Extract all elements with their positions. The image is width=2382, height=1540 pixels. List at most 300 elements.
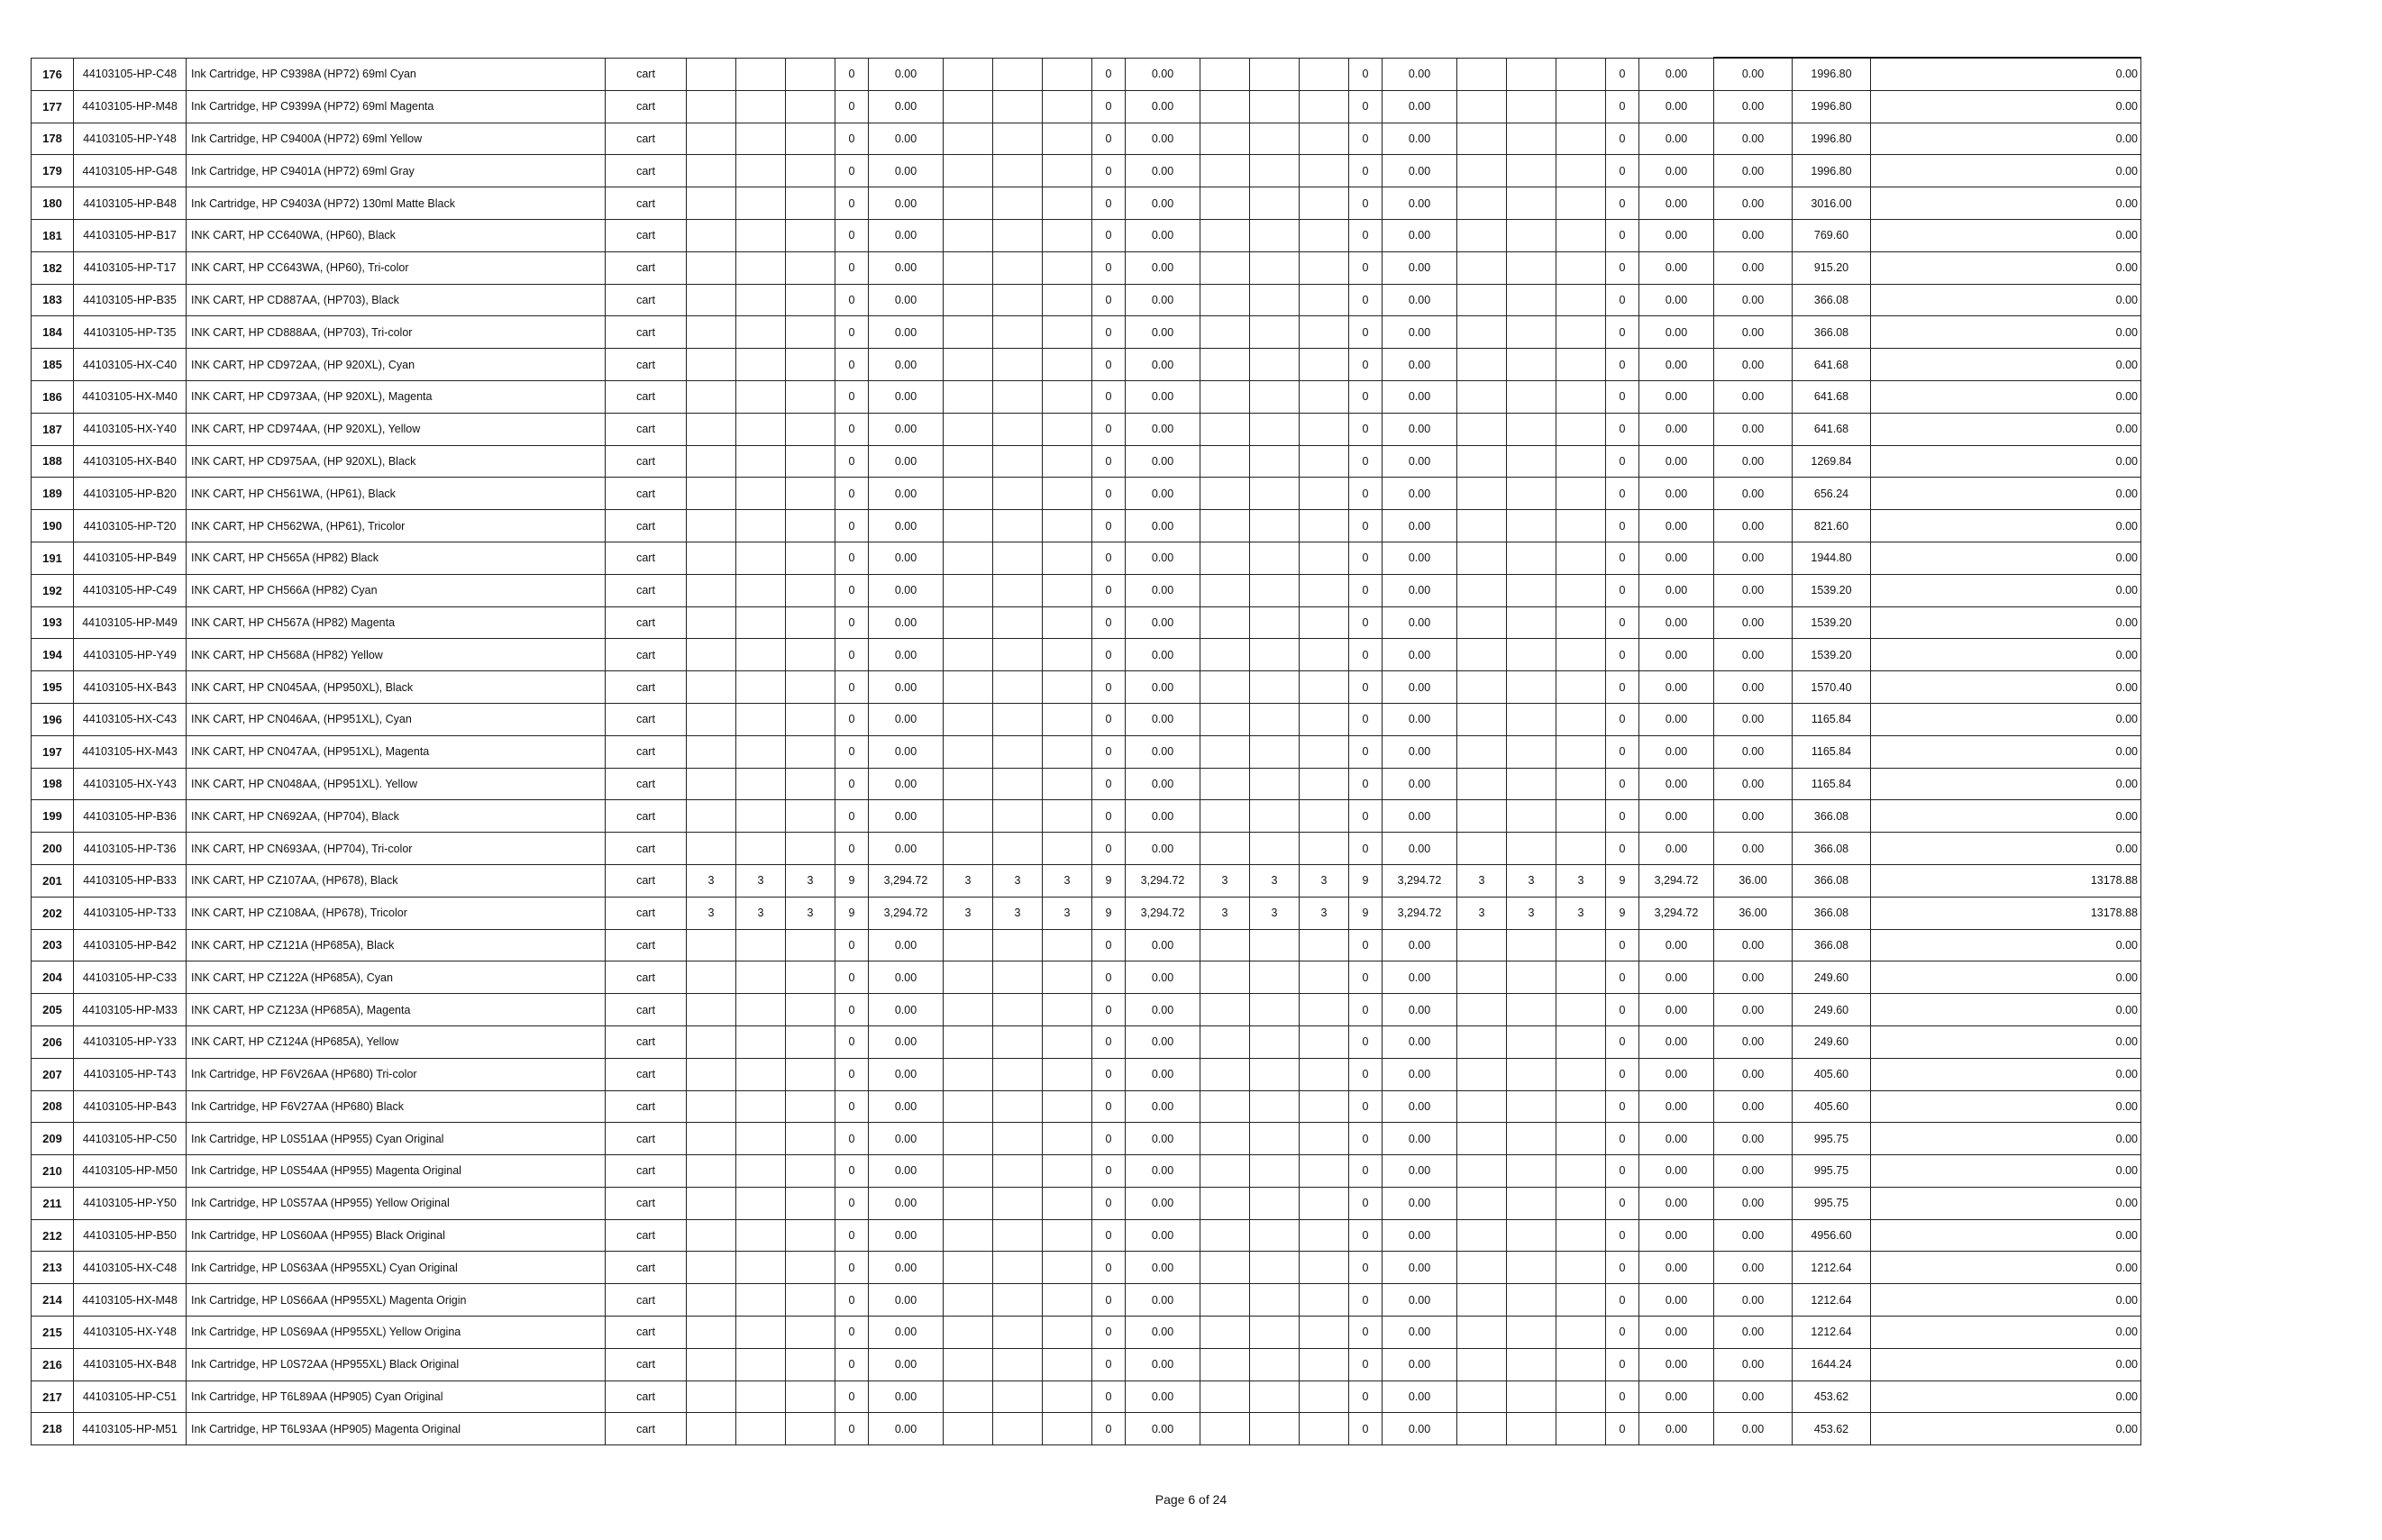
q2-amount-cell: 0.00 xyxy=(1126,994,1200,1026)
q2-total-qty-cell: 0 xyxy=(1092,1025,1126,1058)
q4-total-qty-cell: 9 xyxy=(1606,864,1639,897)
q3-amount-cell: 0.00 xyxy=(1383,1187,1457,1219)
unit-cell: cart xyxy=(606,510,687,542)
month-1-qty-cell xyxy=(944,671,993,704)
month-3-qty-cell xyxy=(786,768,835,800)
total-amount-cell: 0.00 xyxy=(1871,1058,2141,1090)
q3-amount-cell: 0.00 xyxy=(1383,800,1457,833)
q1-amount-cell: 0.00 xyxy=(869,639,944,671)
month-3-qty-cell: 3 xyxy=(1300,864,1349,897)
month-3-qty-cell xyxy=(1043,123,1092,155)
total-qty-cell: 0.00 xyxy=(1714,413,1793,445)
month-2-qty-cell xyxy=(1507,800,1556,833)
item-number-cell: 191 xyxy=(32,542,74,574)
table-row xyxy=(32,478,2141,510)
item-description-cell: INK CART, HP CD888AA, (HP703), Tri-color xyxy=(187,316,606,349)
item-code-cell: 44103105-HP-C50 xyxy=(74,1123,187,1155)
q1-total-qty-cell: 0 xyxy=(835,90,869,123)
month-3-qty-cell xyxy=(1043,542,1092,574)
month-1-qty-cell xyxy=(944,1381,993,1413)
item-code-cell: 44103105-HP-B43 xyxy=(74,1090,187,1123)
q4-amount-cell: 0.00 xyxy=(1639,478,1714,510)
total-amount-cell: 0.00 xyxy=(1871,380,2141,413)
unit-cell: cart xyxy=(606,413,687,445)
item-number-cell: 193 xyxy=(32,606,74,639)
item-description-cell: Ink Cartridge, HP F6V27AA (HP680) Black xyxy=(187,1090,606,1123)
unit-cell: cart xyxy=(606,155,687,187)
q1-amount-cell: 0.00 xyxy=(869,284,944,316)
total-qty-cell: 0.00 xyxy=(1714,316,1793,349)
month-3-qty-cell xyxy=(1043,1090,1092,1123)
unit-price-cell: 1644.24 xyxy=(1793,1348,1871,1381)
month-2-qty-cell xyxy=(993,1348,1043,1381)
item-number-cell: 215 xyxy=(32,1317,74,1349)
total-qty-cell: 0.00 xyxy=(1714,284,1793,316)
total-amount-cell: 0.00 xyxy=(1871,735,2141,768)
month-1-qty-cell xyxy=(1200,251,1250,284)
month-1-qty-cell xyxy=(1457,187,1507,220)
month-2-qty-cell xyxy=(993,380,1043,413)
month-3-qty-cell xyxy=(1043,1317,1092,1349)
month-1-qty-cell xyxy=(1457,90,1507,123)
unit-cell: cart xyxy=(606,994,687,1026)
month-1-qty-cell xyxy=(1457,1187,1507,1219)
month-2-qty-cell xyxy=(1250,1123,1300,1155)
item-number-cell: 192 xyxy=(32,574,74,606)
table-row xyxy=(32,1317,2141,1349)
month-1-qty-cell: 3 xyxy=(944,897,993,929)
month-1-qty-cell xyxy=(1200,1252,1250,1284)
q4-total-qty-cell: 0 xyxy=(1606,1187,1639,1219)
q1-total-qty-cell: 0 xyxy=(835,251,869,284)
q2-total-qty-cell: 0 xyxy=(1092,574,1126,606)
q3-amount-cell: 0.00 xyxy=(1383,1090,1457,1123)
q1-total-qty-cell: 0 xyxy=(835,1123,869,1155)
table-row xyxy=(32,639,2141,671)
total-amount-cell: 0.00 xyxy=(1871,1317,2141,1349)
month-3-qty-cell xyxy=(1300,929,1349,961)
item-number-cell: 200 xyxy=(32,833,74,865)
q1-amount-cell: 0.00 xyxy=(869,606,944,639)
q3-amount-cell: 0.00 xyxy=(1383,219,1457,251)
month-2-qty-cell xyxy=(993,800,1043,833)
month-3-qty-cell xyxy=(786,1413,835,1445)
month-1-qty-cell xyxy=(687,606,736,639)
month-3-qty-cell: 3 xyxy=(1556,897,1606,929)
q3-total-qty-cell: 0 xyxy=(1349,994,1383,1026)
month-2-qty-cell xyxy=(736,1413,786,1445)
month-3-qty-cell xyxy=(1300,703,1349,735)
month-2-qty-cell xyxy=(1250,251,1300,284)
month-1-qty-cell xyxy=(1457,833,1507,865)
q3-amount-cell: 3,294.72 xyxy=(1383,864,1457,897)
item-code-cell: 44103105-HP-C49 xyxy=(74,574,187,606)
q4-total-qty-cell: 0 xyxy=(1606,833,1639,865)
month-3-qty-cell: 3 xyxy=(1556,864,1606,897)
q1-amount-cell: 0.00 xyxy=(869,1381,944,1413)
q1-amount-cell: 0.00 xyxy=(869,445,944,478)
table-row xyxy=(32,316,2141,349)
item-number-cell: 210 xyxy=(32,1155,74,1188)
q3-amount-cell: 0.00 xyxy=(1383,284,1457,316)
unit-price-cell: 249.60 xyxy=(1793,961,1871,994)
month-2-qty-cell: 3 xyxy=(993,864,1043,897)
q3-total-qty-cell: 0 xyxy=(1349,1219,1383,1252)
unit-price-cell: 1212.64 xyxy=(1793,1284,1871,1317)
month-3-qty-cell xyxy=(786,90,835,123)
item-description-cell: INK CART, HP CH568A (HP82) Yellow xyxy=(187,639,606,671)
item-code-cell: 44103105-HX-M40 xyxy=(74,380,187,413)
total-qty-cell: 0.00 xyxy=(1714,1155,1793,1188)
q4-amount-cell: 0.00 xyxy=(1639,1381,1714,1413)
month-3-qty-cell xyxy=(1043,1348,1092,1381)
month-1-qty-cell xyxy=(687,1413,736,1445)
month-3-qty-cell xyxy=(1300,1090,1349,1123)
month-2-qty-cell xyxy=(993,155,1043,187)
month-2-qty-cell xyxy=(736,703,786,735)
month-2-qty-cell xyxy=(993,994,1043,1026)
month-3-qty-cell xyxy=(786,800,835,833)
month-1-qty-cell xyxy=(944,219,993,251)
q1-amount-cell: 0.00 xyxy=(869,833,944,865)
item-code-cell: 44103105-HX-C48 xyxy=(74,1252,187,1284)
q4-amount-cell: 0.00 xyxy=(1639,1155,1714,1188)
table-row xyxy=(32,219,2141,251)
month-2-qty-cell xyxy=(993,413,1043,445)
month-3-qty-cell xyxy=(1300,735,1349,768)
month-3-qty-cell xyxy=(786,445,835,478)
month-2-qty-cell xyxy=(1507,251,1556,284)
month-1-qty-cell xyxy=(1200,1123,1250,1155)
month-2-qty-cell xyxy=(993,929,1043,961)
total-amount-cell: 0.00 xyxy=(1871,1123,2141,1155)
month-3-qty-cell xyxy=(1300,1058,1349,1090)
month-2-qty-cell xyxy=(1250,187,1300,220)
month-3-qty-cell xyxy=(1300,90,1349,123)
total-amount-cell: 0.00 xyxy=(1871,445,2141,478)
month-3-qty-cell xyxy=(1556,1284,1606,1317)
item-number-cell: 201 xyxy=(32,864,74,897)
q1-total-qty-cell: 0 xyxy=(835,316,869,349)
item-code-cell: 44103105-HP-B36 xyxy=(74,800,187,833)
total-qty-cell: 0.00 xyxy=(1714,542,1793,574)
total-amount-cell: 0.00 xyxy=(1871,349,2141,381)
month-3-qty-cell: 3 xyxy=(1043,897,1092,929)
q3-total-qty-cell: 0 xyxy=(1349,542,1383,574)
item-description-cell: Ink Cartridge, HP L0S63AA (HP955XL) Cyan Original xyxy=(187,1252,606,1284)
q4-amount-cell: 0.00 xyxy=(1639,1348,1714,1381)
q4-total-qty-cell: 0 xyxy=(1606,445,1639,478)
item-description-cell: INK CART, HP CN046AA, (HP951XL), Cyan xyxy=(187,703,606,735)
item-number-cell: 197 xyxy=(32,735,74,768)
q2-amount-cell: 0.00 xyxy=(1126,542,1200,574)
unit-cell: cart xyxy=(606,478,687,510)
month-2-qty-cell xyxy=(1507,478,1556,510)
item-code-cell: 44103105-HP-M33 xyxy=(74,994,187,1026)
q2-total-qty-cell: 0 xyxy=(1092,1348,1126,1381)
total-amount-cell: 0.00 xyxy=(1871,671,2141,704)
month-3-qty-cell xyxy=(786,251,835,284)
month-3-qty-cell xyxy=(1043,316,1092,349)
unit-price-cell: 249.60 xyxy=(1793,994,1871,1026)
q1-amount-cell: 0.00 xyxy=(869,1123,944,1155)
item-code-cell: 44103105-HX-Y48 xyxy=(74,1317,187,1349)
item-code-cell: 44103105-HX-B40 xyxy=(74,445,187,478)
unit-price-cell: 1944.80 xyxy=(1793,542,1871,574)
month-2-qty-cell xyxy=(1250,445,1300,478)
q1-total-qty-cell: 0 xyxy=(835,1058,869,1090)
month-2-qty-cell xyxy=(993,1252,1043,1284)
item-description-cell: INK CART, HP CN693AA, (HP704), Tri-color xyxy=(187,833,606,865)
q1-amount-cell: 0.00 xyxy=(869,735,944,768)
item-description-cell: INK CART, HP CD974AA, (HP 920XL), Yellow xyxy=(187,413,606,445)
q2-total-qty-cell: 0 xyxy=(1092,1284,1126,1317)
month-2-qty-cell: 3 xyxy=(993,897,1043,929)
table-row xyxy=(32,703,2141,735)
month-1-qty-cell xyxy=(687,413,736,445)
q4-total-qty-cell: 0 xyxy=(1606,1219,1639,1252)
item-number-cell: 190 xyxy=(32,510,74,542)
month-1-qty-cell xyxy=(687,929,736,961)
month-2-qty-cell xyxy=(1507,445,1556,478)
month-1-qty-cell xyxy=(1200,735,1250,768)
total-qty-cell: 0.00 xyxy=(1714,961,1793,994)
unit-cell: cart xyxy=(606,574,687,606)
month-1-qty-cell xyxy=(1457,1413,1507,1445)
q2-amount-cell: 0.00 xyxy=(1126,961,1200,994)
month-3-qty-cell xyxy=(1043,1155,1092,1188)
q4-total-qty-cell: 0 xyxy=(1606,574,1639,606)
month-3-qty-cell xyxy=(1300,542,1349,574)
unit-price-cell: 405.60 xyxy=(1793,1090,1871,1123)
month-1-qty-cell xyxy=(944,1317,993,1349)
q2-amount-cell: 3,294.72 xyxy=(1126,897,1200,929)
month-3-qty-cell xyxy=(1556,1090,1606,1123)
month-2-qty-cell xyxy=(1250,703,1300,735)
item-number-cell: 204 xyxy=(32,961,74,994)
q1-total-qty-cell: 0 xyxy=(835,994,869,1026)
q4-total-qty-cell: 0 xyxy=(1606,1090,1639,1123)
month-1-qty-cell: 3 xyxy=(687,864,736,897)
month-3-qty-cell xyxy=(786,542,835,574)
item-number-cell: 194 xyxy=(32,639,74,671)
q1-amount-cell: 0.00 xyxy=(869,510,944,542)
item-code-cell: 44103105-HP-B17 xyxy=(74,219,187,251)
month-1-qty-cell xyxy=(1457,735,1507,768)
month-2-qty-cell xyxy=(1507,1317,1556,1349)
month-1-qty-cell: 3 xyxy=(1457,864,1507,897)
q2-total-qty-cell: 0 xyxy=(1092,90,1126,123)
month-2-qty-cell xyxy=(1250,1317,1300,1349)
unit-cell: cart xyxy=(606,897,687,929)
total-amount-cell: 0.00 xyxy=(1871,768,2141,800)
total-amount-cell: 0.00 xyxy=(1871,510,2141,542)
q4-amount-cell: 0.00 xyxy=(1639,833,1714,865)
month-1-qty-cell xyxy=(687,316,736,349)
month-1-qty-cell xyxy=(687,768,736,800)
total-amount-cell: 0.00 xyxy=(1871,929,2141,961)
month-2-qty-cell xyxy=(736,768,786,800)
q1-total-qty-cell: 0 xyxy=(835,1090,869,1123)
q2-amount-cell: 0.00 xyxy=(1126,606,1200,639)
table-row xyxy=(32,251,2141,284)
month-3-qty-cell xyxy=(1043,413,1092,445)
month-2-qty-cell xyxy=(1507,606,1556,639)
q4-total-qty-cell: 0 xyxy=(1606,1155,1639,1188)
item-code-cell: 44103105-HX-B48 xyxy=(74,1348,187,1381)
unit-cell: cart xyxy=(606,316,687,349)
q3-total-qty-cell: 0 xyxy=(1349,187,1383,220)
month-1-qty-cell xyxy=(1457,58,1507,90)
q2-total-qty-cell: 0 xyxy=(1092,671,1126,704)
q2-amount-cell: 0.00 xyxy=(1126,1058,1200,1090)
q3-amount-cell: 0.00 xyxy=(1383,833,1457,865)
month-3-qty-cell xyxy=(786,671,835,704)
month-3-qty-cell xyxy=(786,413,835,445)
month-2-qty-cell xyxy=(736,1348,786,1381)
unit-price-cell: 1212.64 xyxy=(1793,1317,1871,1349)
month-1-qty-cell xyxy=(944,1413,993,1445)
month-2-qty-cell xyxy=(993,1058,1043,1090)
q2-amount-cell: 0.00 xyxy=(1126,768,1200,800)
total-amount-cell: 0.00 xyxy=(1871,1284,2141,1317)
month-2-qty-cell xyxy=(1250,671,1300,704)
item-number-cell: 185 xyxy=(32,349,74,381)
q4-total-qty-cell: 9 xyxy=(1606,897,1639,929)
month-1-qty-cell xyxy=(687,1090,736,1123)
month-2-qty-cell xyxy=(1507,1123,1556,1155)
q4-amount-cell: 0.00 xyxy=(1639,1123,1714,1155)
total-qty-cell: 0.00 xyxy=(1714,349,1793,381)
total-amount-cell: 0.00 xyxy=(1871,155,2141,187)
month-2-qty-cell xyxy=(736,542,786,574)
q2-amount-cell: 0.00 xyxy=(1126,349,1200,381)
month-1-qty-cell xyxy=(944,1348,993,1381)
month-1-qty-cell xyxy=(944,510,993,542)
month-3-qty-cell xyxy=(1556,1219,1606,1252)
month-2-qty-cell xyxy=(736,478,786,510)
month-3-qty-cell xyxy=(1043,380,1092,413)
month-2-qty-cell xyxy=(1507,1348,1556,1381)
q2-total-qty-cell: 0 xyxy=(1092,478,1126,510)
month-2-qty-cell xyxy=(736,606,786,639)
month-1-qty-cell xyxy=(944,187,993,220)
unit-price-cell: 1165.84 xyxy=(1793,735,1871,768)
q1-amount-cell: 0.00 xyxy=(869,574,944,606)
q4-amount-cell: 0.00 xyxy=(1639,800,1714,833)
table-row xyxy=(32,1284,2141,1317)
month-1-qty-cell xyxy=(687,735,736,768)
total-qty-cell: 0.00 xyxy=(1714,800,1793,833)
month-1-qty-cell xyxy=(687,1025,736,1058)
q1-total-qty-cell: 0 xyxy=(835,833,869,865)
month-1-qty-cell xyxy=(687,380,736,413)
month-2-qty-cell xyxy=(993,735,1043,768)
q4-total-qty-cell: 0 xyxy=(1606,349,1639,381)
month-1-qty-cell xyxy=(1200,1058,1250,1090)
month-3-qty-cell xyxy=(1043,58,1092,90)
item-code-cell: 44103105-HP-G48 xyxy=(74,155,187,187)
month-2-qty-cell xyxy=(1250,639,1300,671)
table-row xyxy=(32,1123,2141,1155)
month-1-qty-cell xyxy=(1200,155,1250,187)
month-3-qty-cell xyxy=(1300,994,1349,1026)
total-qty-cell: 36.00 xyxy=(1714,864,1793,897)
month-1-qty-cell xyxy=(944,542,993,574)
table-row xyxy=(32,1025,2141,1058)
q2-total-qty-cell: 0 xyxy=(1092,219,1126,251)
q3-total-qty-cell: 0 xyxy=(1349,606,1383,639)
month-1-qty-cell xyxy=(1200,542,1250,574)
total-qty-cell: 0.00 xyxy=(1714,1025,1793,1058)
table-row xyxy=(32,187,2141,220)
q4-total-qty-cell: 0 xyxy=(1606,542,1639,574)
item-code-cell: 44103105-HP-C33 xyxy=(74,961,187,994)
q1-total-qty-cell: 0 xyxy=(835,703,869,735)
item-code-cell: 44103105-HP-C51 xyxy=(74,1381,187,1413)
month-3-qty-cell xyxy=(786,1348,835,1381)
month-2-qty-cell xyxy=(1250,1090,1300,1123)
month-2-qty-cell: 3 xyxy=(736,897,786,929)
month-1-qty-cell xyxy=(1200,478,1250,510)
q2-total-qty-cell: 0 xyxy=(1092,155,1126,187)
month-2-qty-cell xyxy=(993,1284,1043,1317)
month-3-qty-cell xyxy=(786,735,835,768)
q3-amount-cell: 0.00 xyxy=(1383,1317,1457,1349)
q2-amount-cell: 0.00 xyxy=(1126,929,1200,961)
q2-total-qty-cell: 0 xyxy=(1092,251,1126,284)
month-1-qty-cell xyxy=(1457,1252,1507,1284)
month-1-qty-cell xyxy=(1457,349,1507,381)
item-description-cell: INK CART, HP CD887AA, (HP703), Black xyxy=(187,284,606,316)
item-code-cell: 44103105-HP-M48 xyxy=(74,90,187,123)
unit-price-cell: 1996.80 xyxy=(1793,155,1871,187)
month-1-qty-cell xyxy=(1457,1155,1507,1188)
q1-amount-cell: 0.00 xyxy=(869,542,944,574)
month-3-qty-cell xyxy=(1300,413,1349,445)
month-2-qty-cell xyxy=(736,1025,786,1058)
month-2-qty-cell xyxy=(736,445,786,478)
item-number-cell: 218 xyxy=(32,1413,74,1445)
unit-price-cell: 366.08 xyxy=(1793,800,1871,833)
month-2-qty-cell xyxy=(993,219,1043,251)
month-3-qty-cell xyxy=(786,349,835,381)
item-number-cell: 177 xyxy=(32,90,74,123)
q1-total-qty-cell: 0 xyxy=(835,929,869,961)
unit-price-cell: 1539.20 xyxy=(1793,574,1871,606)
item-code-cell: 44103105-HX-Y43 xyxy=(74,768,187,800)
month-3-qty-cell xyxy=(1043,510,1092,542)
month-2-qty-cell xyxy=(736,800,786,833)
q4-total-qty-cell: 0 xyxy=(1606,961,1639,994)
month-1-qty-cell xyxy=(944,284,993,316)
q4-amount-cell: 0.00 xyxy=(1639,703,1714,735)
q1-amount-cell: 0.00 xyxy=(869,380,944,413)
q4-amount-cell: 0.00 xyxy=(1639,445,1714,478)
month-2-qty-cell xyxy=(1507,1413,1556,1445)
q2-total-qty-cell: 0 xyxy=(1092,1381,1126,1413)
q4-total-qty-cell: 0 xyxy=(1606,703,1639,735)
item-description-cell: Ink Cartridge, HP C9403A (HP72) 130ml Matte Black xyxy=(187,187,606,220)
item-description-cell: INK CART, HP CN045AA, (HP950XL), Black xyxy=(187,671,606,704)
total-qty-cell: 0.00 xyxy=(1714,123,1793,155)
month-3-qty-cell xyxy=(1300,251,1349,284)
month-1-qty-cell xyxy=(687,994,736,1026)
unit-cell: cart xyxy=(606,1187,687,1219)
unit-cell: cart xyxy=(606,735,687,768)
month-3-qty-cell: 3 xyxy=(786,864,835,897)
month-3-qty-cell xyxy=(786,510,835,542)
